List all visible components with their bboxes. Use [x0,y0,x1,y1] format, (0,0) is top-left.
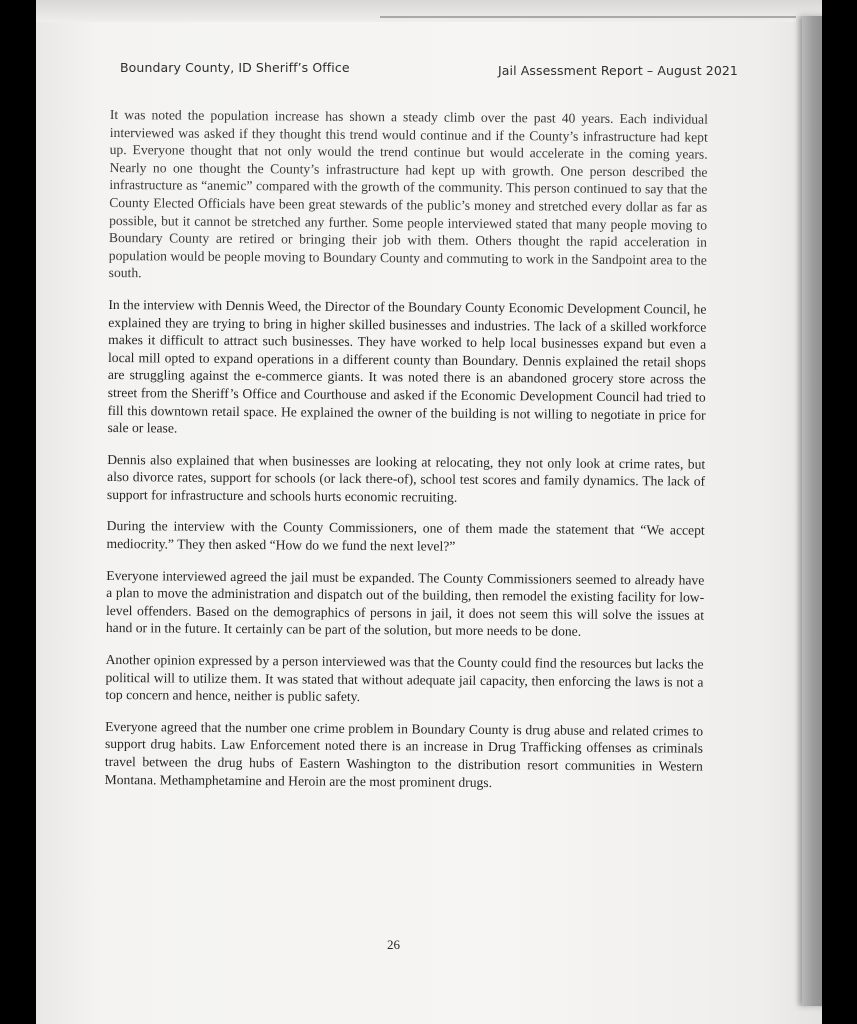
page-number: 26 [387,937,400,952]
page-top-edge [36,0,822,22]
paragraph-commissioners-interview: During the interview with the County Commissioners, one of them made the statement that “We accept mediocrity.” They then asked “How do we fund the next level?” [106,518,705,554]
document-page [36,0,822,1024]
binder-spine [802,16,822,1006]
top-rule [380,16,820,18]
paragraph-political-will: Another opinion expressed by a person interviewed was that the County could find the resources but lacks the political will to utilize them. It was stated that without adequate jail capacity, then enforcing the laws is not a top concern and hence, neither is public safety. [105,652,704,705]
paragraph-jail-expansion: Everyone interviewed agreed the jail must be expanded. The County Commissioners seemed to already have a plan to move the administration and dispatch out of the building, then remodel the existing facility for low-level offenders. Based on the demographics of persons in jail, it does not seem this will solve the issues at hand or in the future. It certainly can be part of the solution, but more needs to be done. [105,567,705,640]
paragraph-economic-development: In the interview with Dennis Weed, the Director of the Boundary County Economic Development Council, he explained they are trying to bring in higher skilled businesses and industries. The lack of a skilled workforce makes it difficult to attract such businesses. They have worked to help local businesses expand but even a local mill opted to expand operations in a different county than Boundary. Dennis explained the retail shops are struggling against the e-commerce giants. It was noted there is an abandoned grocery store across the street from the Sheriff’s Office and Courthouse and asked if the Economic Development Council had tried to fill this downtown retail space. He explained the owner of the building is not willing to negotiate in price for sale or lease. [107,296,707,436]
paragraph-business-relocation: Dennis also explained that when businesses are looking at relocating, they not only look at crime rates, but also divorce rates, support for schools (or lack there-of), school test scores and family dynamics. The lack of support for infrastructure and schools hurts economic recruiting. [106,451,706,505]
report-body [105,106,708,807]
paragraph-drug-crime: Everyone agreed that the number one crime problem in Boundary County is drug abuse and related crimes to support drug habits. Law Enforcement noted there is an increase in Drug Trafficking offenses as criminals travel between the drug hubs of Eastern Washington to the distribution resort communities in Western Montana. Methamphetamine and Heroin are the most prominent drugs. [104,718,704,790]
header-organization: Boundary County, ID Sheriff’s Office [120,60,350,75]
paragraph-population-growth: It was noted the population increase has shown a steady climb over the past 40 years. Each individual interviewed was asked if they thought this trend would continue and if the County’s infrastructure had kept up. Everyone thought that not only would the trend continue but would accelerate in the coming years. Nearly no one thought the County’s infrastructure had kept up with growth. One person described the infrastructure as “anemic” compared with the growth of the community. This person continued to say that the County Elected Officials have been great stewards of the public’s money and stretched every dollar as far as possible, but it cannot be stretched any further. Some people interviewed stated that many people moving to Boundary County are retired or bringing their job with them. Others thought the rapid acceleration in population would be people moving to Boundary County and commuting to work in the Sandpoint area to the south. [108,106,708,281]
header-report-title: Jail Assessment Report – August 2021 [498,63,738,78]
